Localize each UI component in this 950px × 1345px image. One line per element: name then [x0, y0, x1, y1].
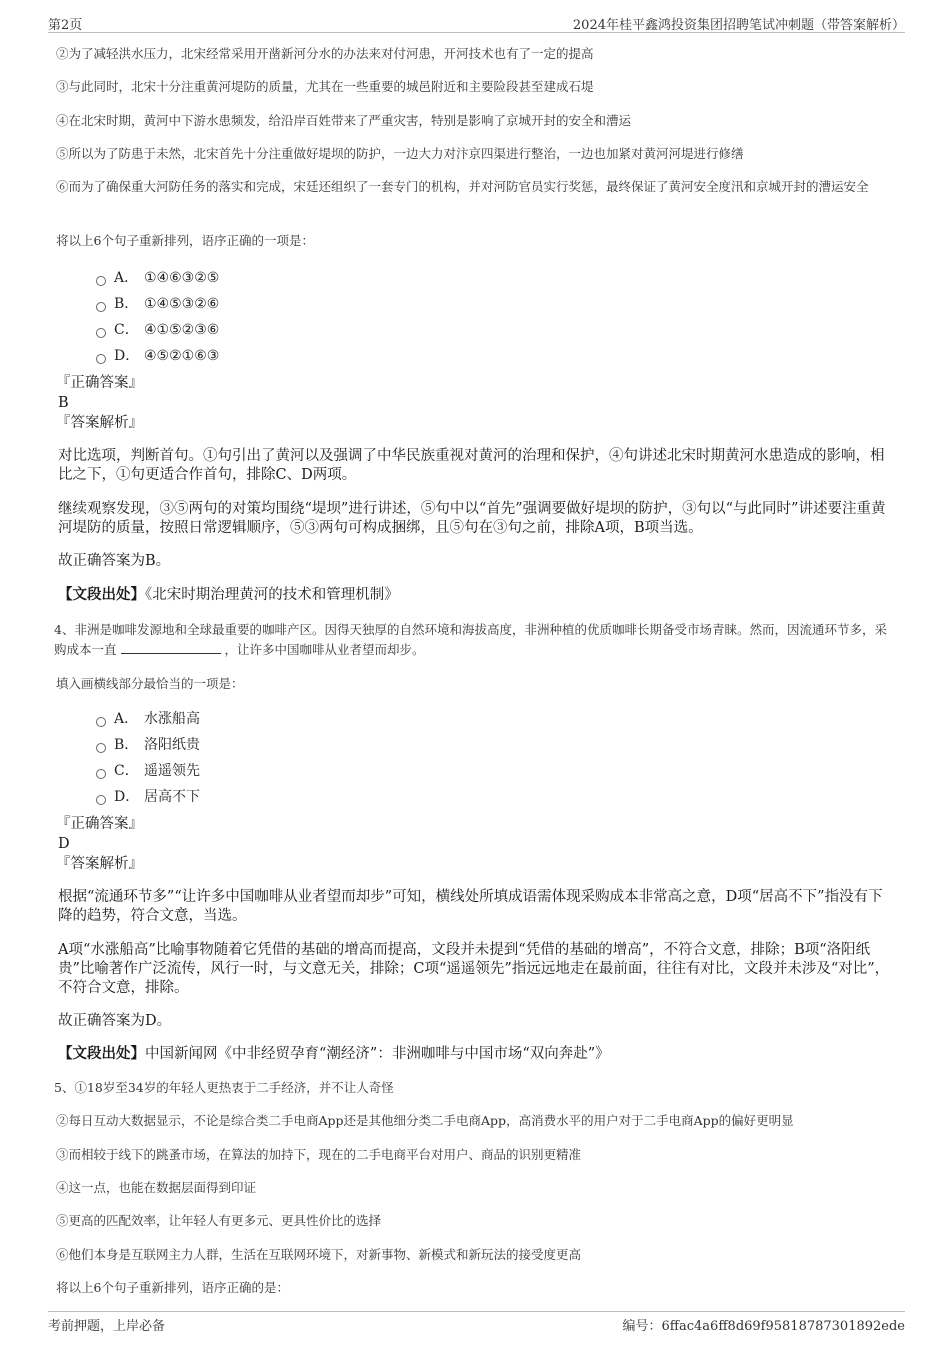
- footer-slogan: 考前押题，上岸必备: [48, 1319, 166, 1334]
- q4-analysis-1: 根据“流通环节多”“让许多中国咖啡从业者望而却步”可知，横线处所填成语需体现采购成本非常高之意，D项“居高不下”指没有下降的趋势，符合文意，当选。: [58, 889, 883, 924]
- q4-option-c[interactable]: C． 遥遥领先: [96, 758, 396, 784]
- q4-option-d[interactable]: D． 居高不下: [96, 784, 396, 810]
- q5-sentence-6: ⑥他们本身是互联网主力人群，生活在互联网环境下，对新事物、新模式和新玩法的接受度更高: [56, 1247, 582, 1262]
- document-title: 2024年桂平鑫鸿投资集团招聘笔试冲刺题（带答案解析）: [572, 18, 905, 33]
- source-label: 【文段出处】: [58, 1045, 145, 1062]
- source-text: 《北宋时期治理黄河的技术和管理机制》: [145, 587, 399, 603]
- q5-sentence-1: 5、①18岁至34岁的年轻人更热衷于二手经济，并不让人奇怪: [54, 1080, 394, 1095]
- q3-sentence-5: ⑤所以为了防患于未然，北宋首先十分注重做好堤坝的防护，一边大力对汴京四渠进行整治，一边也加紧对黄河河堤进行修缮: [56, 146, 744, 161]
- radio-button-icon[interactable]: [96, 276, 106, 286]
- q3-option-d[interactable]: D． ④⑤②①⑥③: [96, 343, 396, 369]
- q3-option-c[interactable]: C． ④①⑤②③⑥: [96, 317, 396, 343]
- q5-sentence-5: ⑤更高的匹配效率，让年轻人有更多元、更具性价比的选择: [56, 1213, 382, 1228]
- q4-options: [96, 706, 396, 810]
- radio-button-icon[interactable]: [96, 769, 106, 779]
- q4-answer: D: [58, 836, 70, 852]
- radio-button-icon[interactable]: [96, 743, 106, 753]
- radio-button-icon[interactable]: [96, 795, 106, 805]
- q5-sentence-2: ②每日互动大数据显示，不论是综合类二手电商App还是其他细分类二手电商App，高消费水平的用户对于二手电商App的偏好更明显: [56, 1113, 794, 1128]
- q3-answer: B: [58, 395, 69, 411]
- q3-sentence-6: ⑥而为了确保重大河防任务的落实和完成，宋廷还组织了一套专门的机构，并对河防官员实行奖惩，最终保证了黄河安全度汛和京城开封的漕运安全: [56, 179, 869, 194]
- radio-button-icon[interactable]: [96, 354, 106, 364]
- radio-button-icon[interactable]: [96, 302, 106, 312]
- source-text: 中国新闻网《中非经贸孕育“潮经济”：非洲咖啡与中国市场“双向奔赴”》: [145, 1046, 610, 1062]
- q4-option-a[interactable]: A． 水涨船高: [96, 706, 396, 732]
- blank-line: [121, 641, 221, 654]
- q3-analysis-label: 『答案解析』: [56, 415, 143, 431]
- q4-answer-label: 『正确答案』: [56, 816, 143, 832]
- page-header: [48, 12, 905, 33]
- q4-stem: 4、非洲是咖啡发源地和全球最重要的咖啡产区。因得天独厚的自然环境和海拔高度，非洲种植的优质咖啡长期备受市场青睐。然而，因流通环节多，采购成本一直 ，让许多中国咖啡从业者望而却步。: [54, 622, 887, 657]
- q3-sentence-4: ④在北宋时期，黄河中下游水患频发，给沿岸百姓带来了严重灾害，特别是影响了京城开封的安全和漕运: [56, 113, 632, 128]
- q3-sentence-2: ②为了减轻洪水压力，北宋经常采用开凿新河分水的办法来对付河患，开河技术也有了一定的提高: [56, 46, 594, 61]
- q4-analysis-label: 『答案解析』: [56, 856, 143, 872]
- source-label: 【文段出处】: [58, 586, 145, 603]
- q5-prompt: 将以上6个句子重新排列，语序正确的是：: [56, 1280, 289, 1295]
- q4-source: [58, 1044, 610, 1064]
- radio-button-icon[interactable]: [96, 328, 106, 338]
- q3-sentence-3: ③与此同时，北宋十分注重黄河堤防的质量，尤其在一些重要的城邑附近和主要险段甚至建成石堤: [56, 79, 594, 94]
- radio-button-icon[interactable]: [96, 717, 106, 727]
- q4-prompt: 填入画横线部分最恰当的一项是：: [56, 676, 244, 691]
- footer-code: 编号：6ffac4a6ff8d69f95818787301892ede: [622, 1319, 905, 1334]
- q3-analysis-2: 继续观察发现，③⑤两句的对策均围绕“堤坝”进行讲述，⑤句中以“首先”强调要做好堤坝的防护，③句以“与此同时”讲述要注重黄河堤防的质量，按照日常逻辑顺序，⑤③两句可构成捆绑，且⑤句在③句之前，排除A项，B项当选。: [58, 501, 886, 536]
- q3-analysis-1: 对比选项，判断首句。①句引出了黄河以及强调了中华民族重视对黄河的治理和保护，④句讲述北宋时期黄河水患造成的影响，相比之下，①句更适合作首句，排除C、D两项。: [58, 448, 885, 483]
- page-number: 第2页: [48, 18, 83, 33]
- q3-options: [96, 265, 396, 369]
- q4-option-b[interactable]: B． 洛阳纸贵: [96, 732, 396, 758]
- q4-analysis-3: 故正确答案为D。: [58, 1013, 172, 1029]
- page-footer: [48, 1311, 905, 1334]
- q5-sentence-3: ③而相较于线下的跳蚤市场，在算法的加持下，现在的二手电商平台对用户、商品的识别更精准: [56, 1147, 582, 1162]
- q3-prompt: 将以上6个句子重新排列，语序正确的一项是：: [56, 233, 314, 248]
- q3-option-a[interactable]: A． ①④⑥③②⑤: [96, 265, 396, 291]
- q3-source: [58, 585, 399, 605]
- q3-option-b[interactable]: B． ①④⑤③②⑥: [96, 291, 396, 317]
- q5-sentence-4: ④这一点，也能在数据层面得到印证: [56, 1180, 257, 1195]
- q3-analysis-3: 故正确答案为B。: [58, 553, 171, 569]
- q4-analysis-2: A项“水涨船高”比喻事物随着它凭借的基础的增高而提高，文段并未提到“凭借的基础的增高”，不符合文意，排除；B项“洛阳纸贵”比喻著作广泛流传，风行一时，与文意无关，排除；C项“遥遥领先”指远远地走在最前面，往往有对比，文段并未涉及“对比”，不符合文意，排除。: [58, 942, 890, 996]
- q3-answer-label: 『正确答案』: [56, 375, 143, 391]
